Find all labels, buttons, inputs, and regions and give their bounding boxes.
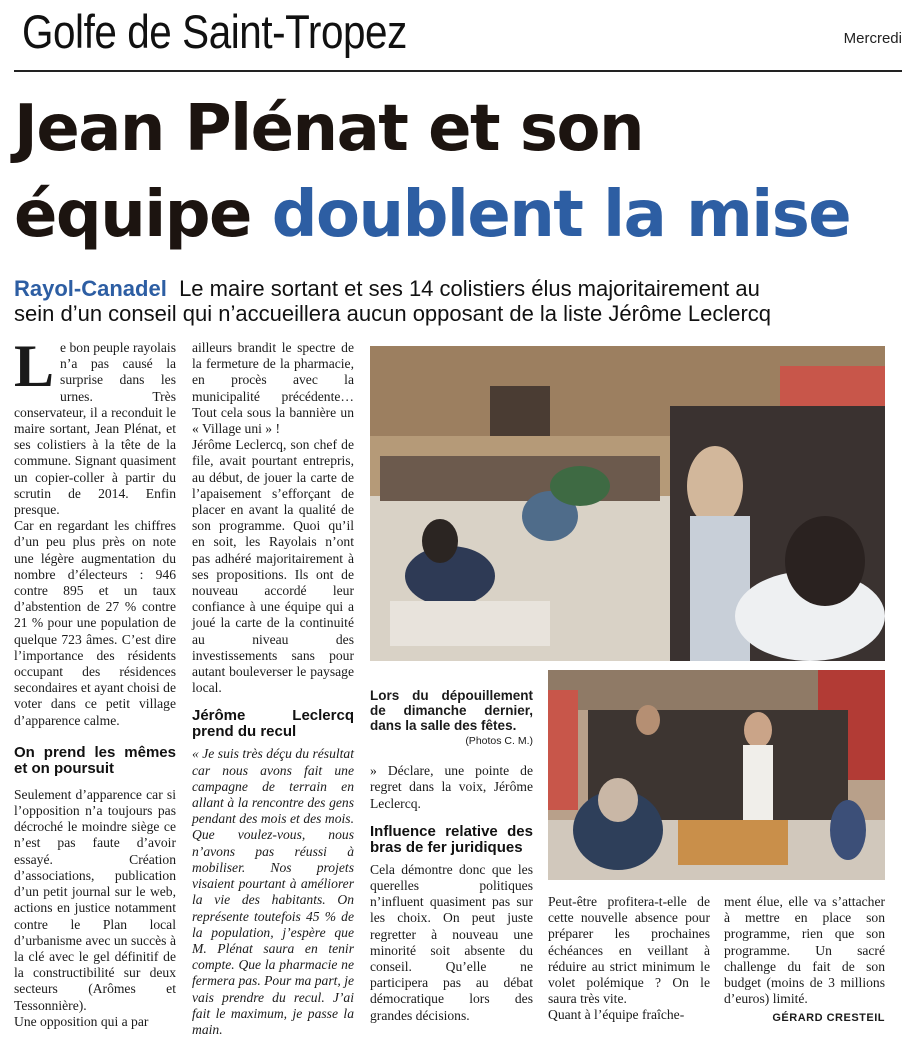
headline-line-1: Jean Plénat et son (14, 92, 644, 166)
section-title: Golfe de Saint-Tropez (22, 5, 407, 58)
headline-dark-part: équipe (14, 178, 251, 252)
subhead-leclercq: Jérôme Leclercq prend du recul (192, 707, 354, 741)
col1-paragraph-1: e bon peuple rayolais n’a pas causé la surprise dans les urnes. Très conservateur, il a reconduit le maire sortant, Jean Plénat, et ses colistiers à la tête de la commune. Signant quasiment un copier-coller à partir du scrutin de 2014. Enfin presque. (14, 340, 176, 518)
col5-paragraph-1: ment élue, elle va s’attacher à mettre en place son programme, rien que son programme. Un sacré challenge du fait de son budget (moins de 3 millions d’euros) limité. (724, 894, 885, 1007)
col4-paragraph-1: Peut-être profitera-t-elle de cette nouvelle absence pour préparer les prochaines échéances en veillant à réduire au strict minimum le volet polémique ? On le saura très vite. (548, 894, 710, 1007)
location-label: Rayol-Canadel (14, 276, 167, 301)
col3-paragraph-2: Cela démontre donc que les querelles politiques n’influent quasiment pas sur les choix. On peut juste regretter à nouveau une minorité soit absente du conseil. Qu’elle ne participera pas au débat démocratique lors des grandes décisions. (370, 861, 533, 1023)
headline-line-2 (14, 178, 850, 252)
drop-cap: L (14, 333, 55, 399)
col3-paragraph-1: » Déclare, une pointe de regret dans la voix, Jérôme Leclercq. (370, 763, 533, 811)
date-label: Mercredi (843, 30, 902, 47)
subhead-influence: Influence relative des bras de fer juridiques (370, 822, 533, 856)
article-column-4 (548, 894, 710, 1024)
photo-vote-count (370, 346, 885, 661)
col4-paragraph-2: Quant à l’équipe fraîche- (548, 1007, 685, 1023)
leclercq-quote: « Je suis très déçu du résultat car nous avons fait une campagne de terrain en allant à la rencontre des gens pendant des mois et des mois. Que voulez-vous, nous n’avons pas réussi à mobiliser. Nos projets visaient pourtant à améliorer la vie des habitants. On représente toutefois 45 % de la population, j’espère que M. Plénat saura en tenir compte. Que la pharmacie ne fermera pas. Pour ma part, je vais prendre du recul. J’ai fait le maximum, je passe la main. (192, 746, 354, 1037)
standfirst-line-1: Le maire sortant et ses 14 colistiers élus majoritairement au (179, 276, 760, 301)
col2-paragraph-2: Jérôme Leclercq, son chef de file, avait pourtant entrepris, au début, de jouer la carte de l’apaisement s’efforçant de placer en avant la qualité de son programme. Quoi qu’il en soit, les Rayolais n’ont pas adhéré majoritairement à ses propositions. Ils ont de nouveau accordé leur confiance à une équipe qui a joué la carte de la continuité au niveau des investissements sans pour autant bouleverser le paysage local. (192, 437, 354, 696)
photo-election-crowd (548, 670, 885, 880)
col1-paragraph-2: Car en regardant les chiffres d’un peu plus près on note une légère augmentation du nombre d’électeurs : 946 contre 895 et un taux d’abstention de 27 % contre 21 % pour une population de quelque 723 âmes. C’est dire l’importance des résidents occupant des résidences secondaires et ayant choisi de voter dans ce petit village d’apparence calme. (14, 518, 176, 728)
header-rule (14, 70, 902, 72)
standfirst (14, 276, 902, 326)
headline-blue-part: doublent la mise (271, 178, 851, 252)
standfirst-line-2: sein d’un conseil qui n’accueillera aucun opposant de la liste Jérôme Leclercq (14, 301, 772, 326)
photo-caption: Lors du dépouillement de dimanche dernier, dans la salle des fêtes. (370, 688, 533, 733)
byline: GÉRARD CRESTEIL (772, 1012, 885, 1025)
election-crowd-image (548, 670, 885, 880)
vote-count-hall-image (370, 346, 885, 661)
article-column-3 (370, 688, 533, 1024)
photo-credit: (Photos C. M.) (465, 735, 533, 747)
col1-paragraph-3: Seulement d’apparence car si l’opposition n’a toujours pas décroché le moindre siège ce n’est pas faute d’avoir essayé. Création d’associations, publication d’un petit journal sur le web, actions en justice notamment contre le Plan local d’urbanisme avec un succès à la clé avec le gel définitif de la constructibilité sur deux secteurs (Arômes et Tessonnière). (14, 786, 176, 1013)
subhead-on-prend: On prend les mêmes et on poursuit (14, 743, 176, 777)
article-column-2 (192, 340, 354, 1038)
col2-paragraph-1: ailleurs brandit le spectre de la fermeture de la pharmacie, en procès avec la municipalité précédente… Tout cela sous la bannière un « Village uni » ! (192, 340, 354, 437)
article-column-1 (14, 333, 176, 1030)
col1-paragraph-4: Une opposition qui a par (14, 1013, 149, 1029)
article-column-5 (724, 894, 885, 1027)
